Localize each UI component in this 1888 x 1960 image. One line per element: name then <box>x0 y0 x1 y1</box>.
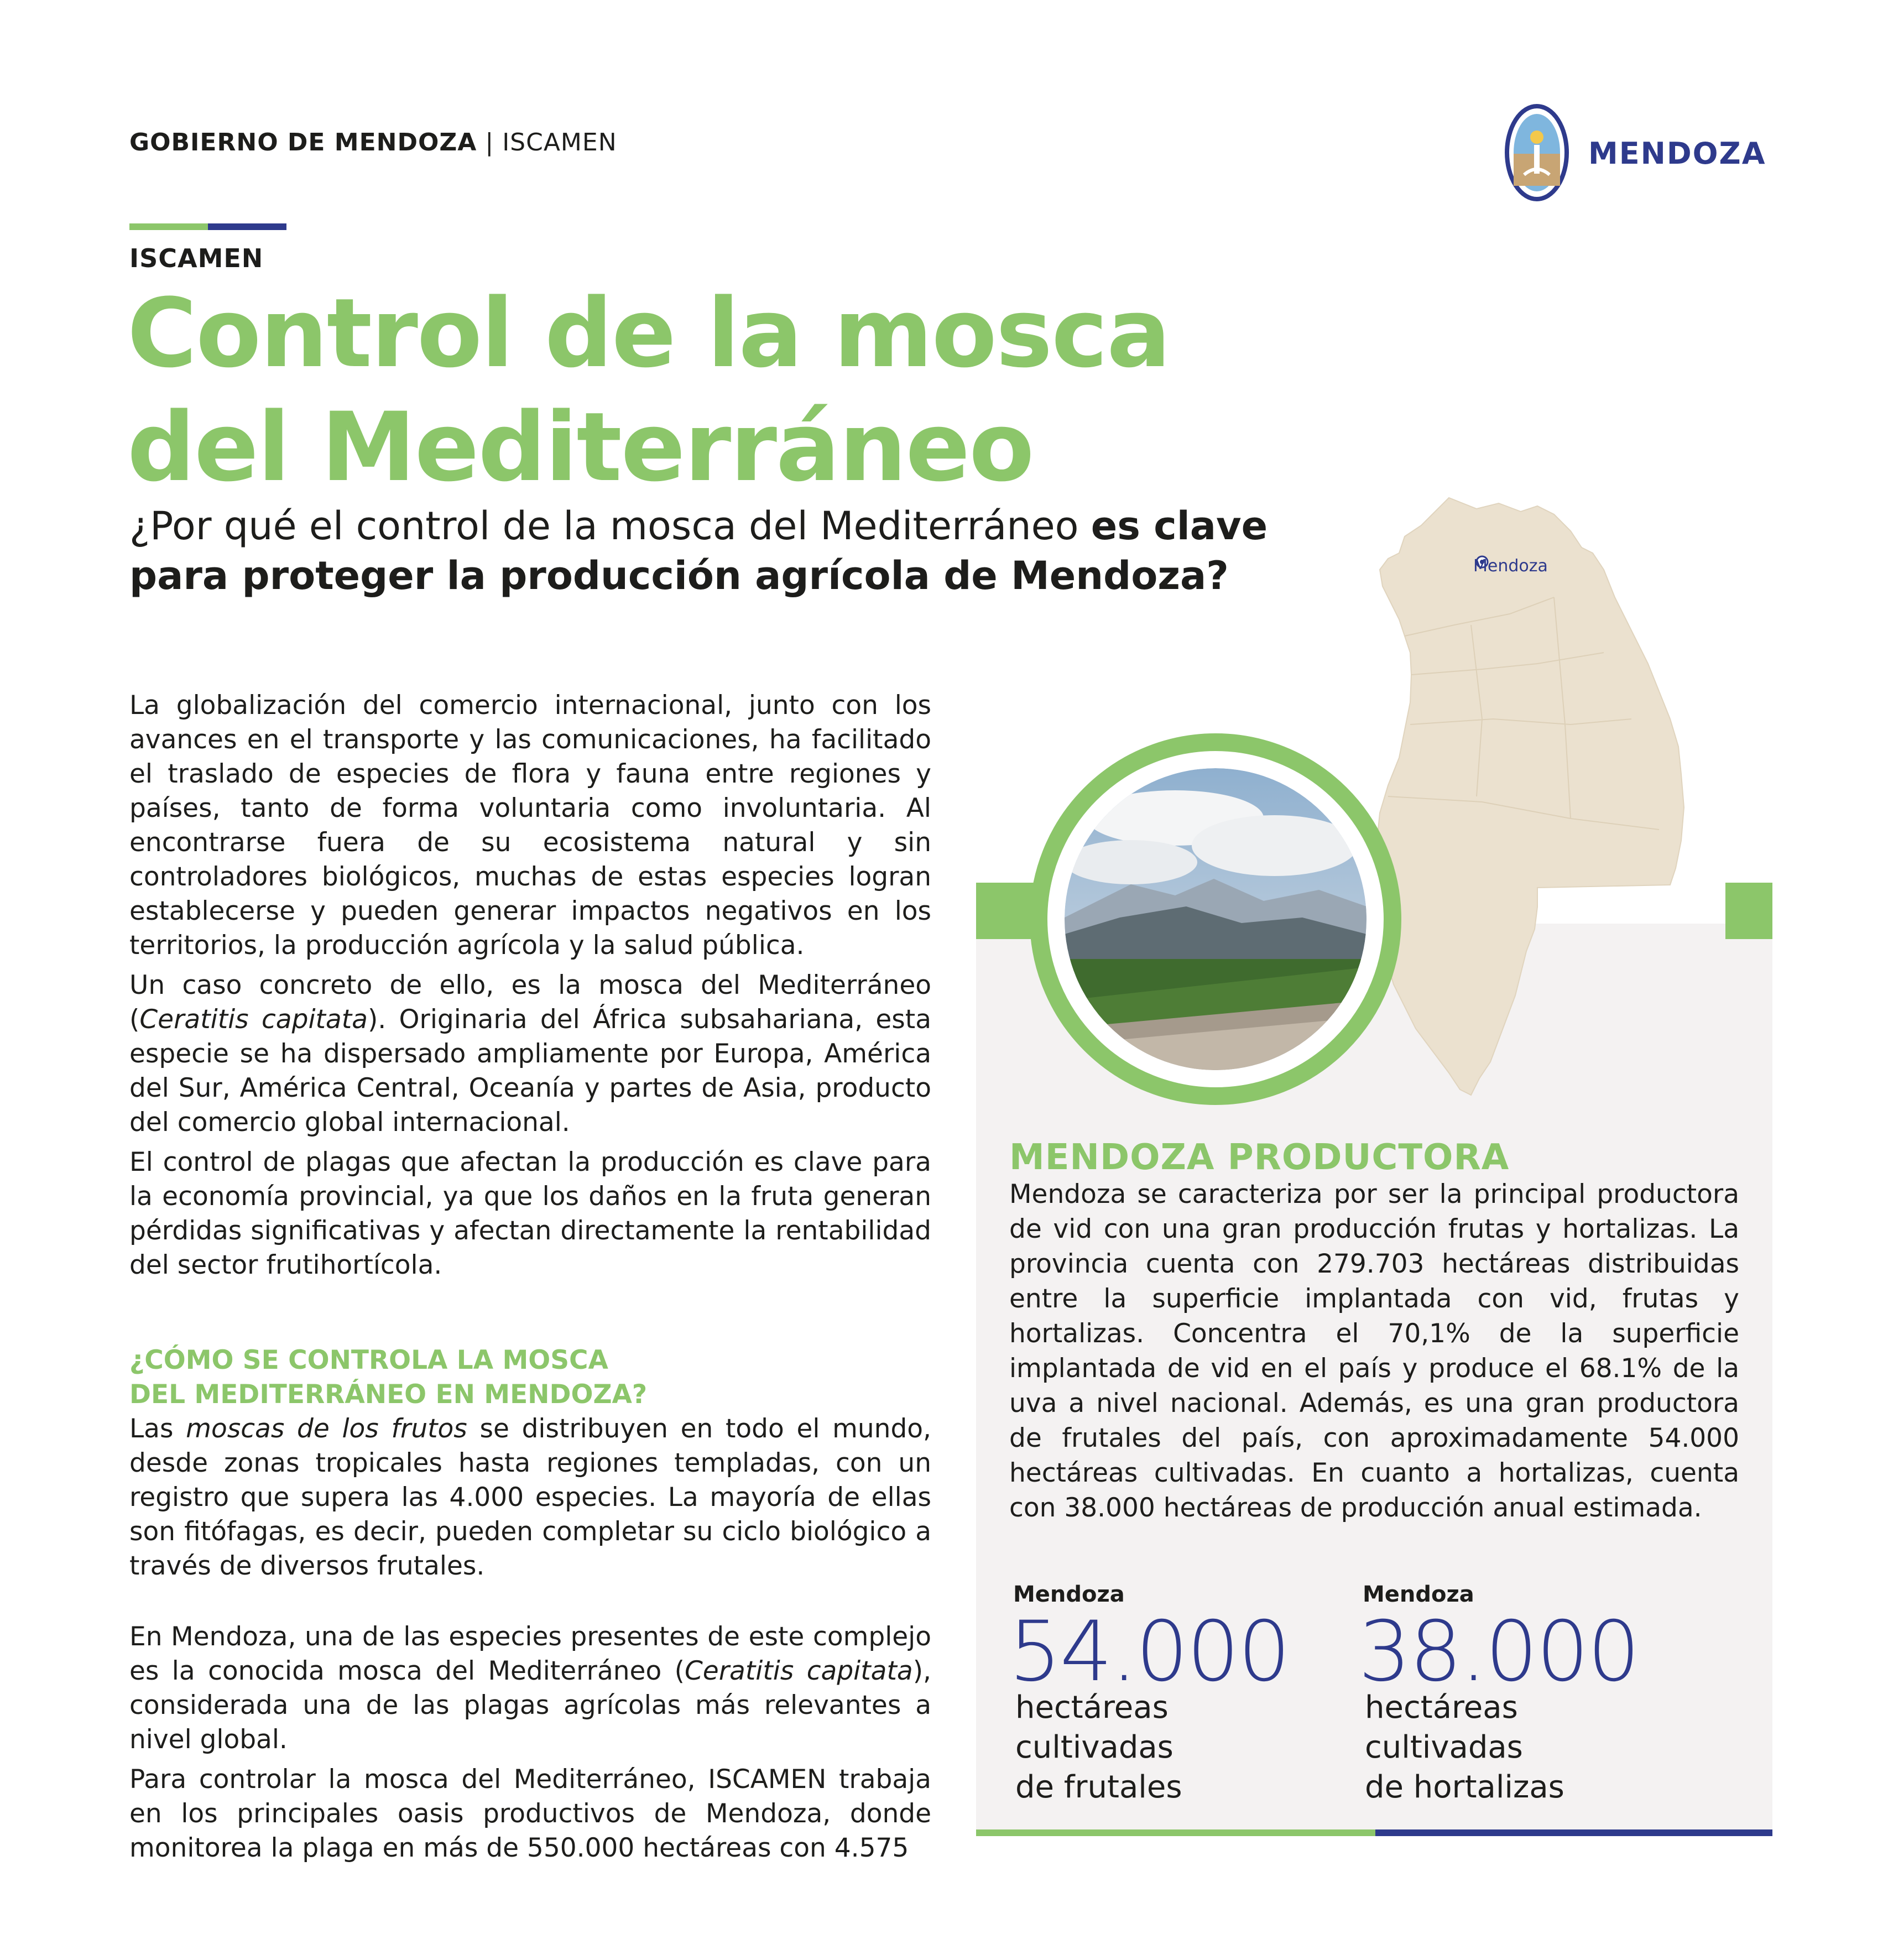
lead-text: ¿Por qué el control de la mosca del Mediterráneo <box>129 503 1091 549</box>
page-title-line-2: del Mediterráneo <box>127 392 1034 503</box>
province-shape <box>1377 498 1684 1095</box>
body-paragraph-3: El control de plagas que afectan la producción es clave para la economía provincial, ya que los daños en la fruta generan pérdidas significativas y afectan directamente la rentabilidad del sector frutihortícola. <box>129 1147 931 1280</box>
body-paragraph-6: Para controlar la mosca del Mediterráneo, ISCAMEN trabaja en los principales oasis productivos de Mendoza, donde monitorea la plaga en más de 550.000 hectáreas con 4.575 <box>129 1764 931 1863</box>
province-map <box>1371 487 1792 1128</box>
species-name: Ceratitis capitata <box>139 1004 368 1035</box>
body-paragraph-4 <box>129 1412 931 1583</box>
stat-label: Mendoza <box>1363 1582 1474 1607</box>
stat-caption-line-2: de hortalizas <box>1365 1769 1564 1805</box>
header-unit-name: ISCAMEN <box>502 128 617 157</box>
species-name: Ceratitis capitata <box>684 1656 913 1686</box>
stat-caption-line-1: hectáreas cultivadas <box>1365 1690 1523 1765</box>
lead-text-bold: es clave para proteger la producción agrícola de Mendoza? <box>129 503 1268 598</box>
productora-title: MENDOZA PRODUCTORA <box>1009 1137 1510 1178</box>
brand-logo <box>1504 103 1764 202</box>
bottom-accent-bar-blue <box>1375 1829 1772 1836</box>
stat-value-frutales: 54.000 <box>1009 1604 1289 1700</box>
productora-text: Mendoza se caracteriza por ser la principal productora de vid con una gran producción frutas y hortalizas. La provincia cuenta con 279.703 hectáreas distribuidas entre la superficie implantada con vid, frutas y hortalizas. Concentra el 70,1% de la superficie implantada de vid en el país y produce el 68.1% de la uva a nivel nacional. Además, es una gran productora de frutales del país, con aproximadamente 54.000 hectáreas cultivadas. En cuanto a hortalizas, cuenta con 38.000 hectáreas de producción anual estimada. <box>1009 1179 1739 1523</box>
body-paragraph-1: La globalización del comercio internacional, junto con los avances en el transporte y las comunicaciones, ha facilitado el traslado de especies de flora y fauna entre regiones y países, tanto de forma voluntaria como involuntaria. Al encontrarse fuera de su ecosistema natural y sin controladores biológicos, muchas de estas especies logran establecerse y pueden generar impactos negativos en los territorios, la producción agrícola y la salud pública. <box>129 690 931 961</box>
brand-name: MENDOZA <box>1588 136 1766 171</box>
stat-value-hortalizas: 38.000 <box>1358 1604 1639 1700</box>
body-text: ), considerada una de las plagas agrícolas más relevantes a nivel global. <box>129 1656 931 1755</box>
header-separator: | <box>485 128 494 157</box>
header-org-name: GOBIERNO DE MENDOZA <box>129 128 477 157</box>
section-heading <box>129 1343 931 1412</box>
page-title-line-1: Control de la mosca <box>127 278 1170 389</box>
section-heading-line-1: ¿CÓMO SE CONTROLA LA MOSCA <box>129 1345 608 1375</box>
stat-caption-line-2: de frutales <box>1015 1769 1182 1805</box>
section-kicker: ISCAMEN <box>129 243 264 273</box>
body-text: se distribuyen en todo el mundo, desde zonas tropicales hasta regiones templadas, con un registro que supera las 4.000 especies. La mayoría de ellas son fitófagas, es decir, pueden completar su ciclo biológico a través de diversos frutales. <box>129 1414 931 1581</box>
body-paragraph-2 <box>129 968 931 1140</box>
emphasis-text: moscas de los frutos <box>186 1414 467 1444</box>
bottom-accent-bar-green <box>976 1829 1375 1836</box>
body-text: Las <box>129 1414 186 1444</box>
province-seal-icon <box>1504 103 1569 202</box>
kicker-accent-bar <box>129 223 286 230</box>
stat-label: Mendoza <box>1013 1582 1125 1607</box>
map-city-label: Mendoza <box>1473 556 1548 576</box>
stat-caption <box>1365 1688 1675 1807</box>
body-text: ). Originaria del África subsahariana, esta especie se ha dispersado ampliamente por Europa, América del Sur, América Central, Oceanía y partes de Asia, producto del comercio global internacional. <box>129 1004 931 1138</box>
body-text: En Mendoza, una de las especies presentes de este complejo es la conocida mosca del Mediterráneo ( <box>129 1622 931 1686</box>
body-column <box>129 689 931 1871</box>
body-paragraph-5 <box>129 1620 931 1757</box>
stat-caption-line-1: hectáreas cultivadas <box>1015 1690 1174 1765</box>
vineyard-photo <box>1065 768 1367 1070</box>
page-title <box>127 277 1344 504</box>
header-organization <box>129 128 617 157</box>
body-text: Un caso concreto de ello, es la mosca del Mediterráneo ( <box>129 970 931 1035</box>
stat-caption <box>1015 1688 1325 1807</box>
lead-question <box>129 501 1318 601</box>
section-heading-line-2: DEL MEDITERRÁNEO EN MENDOZA? <box>129 1379 648 1410</box>
